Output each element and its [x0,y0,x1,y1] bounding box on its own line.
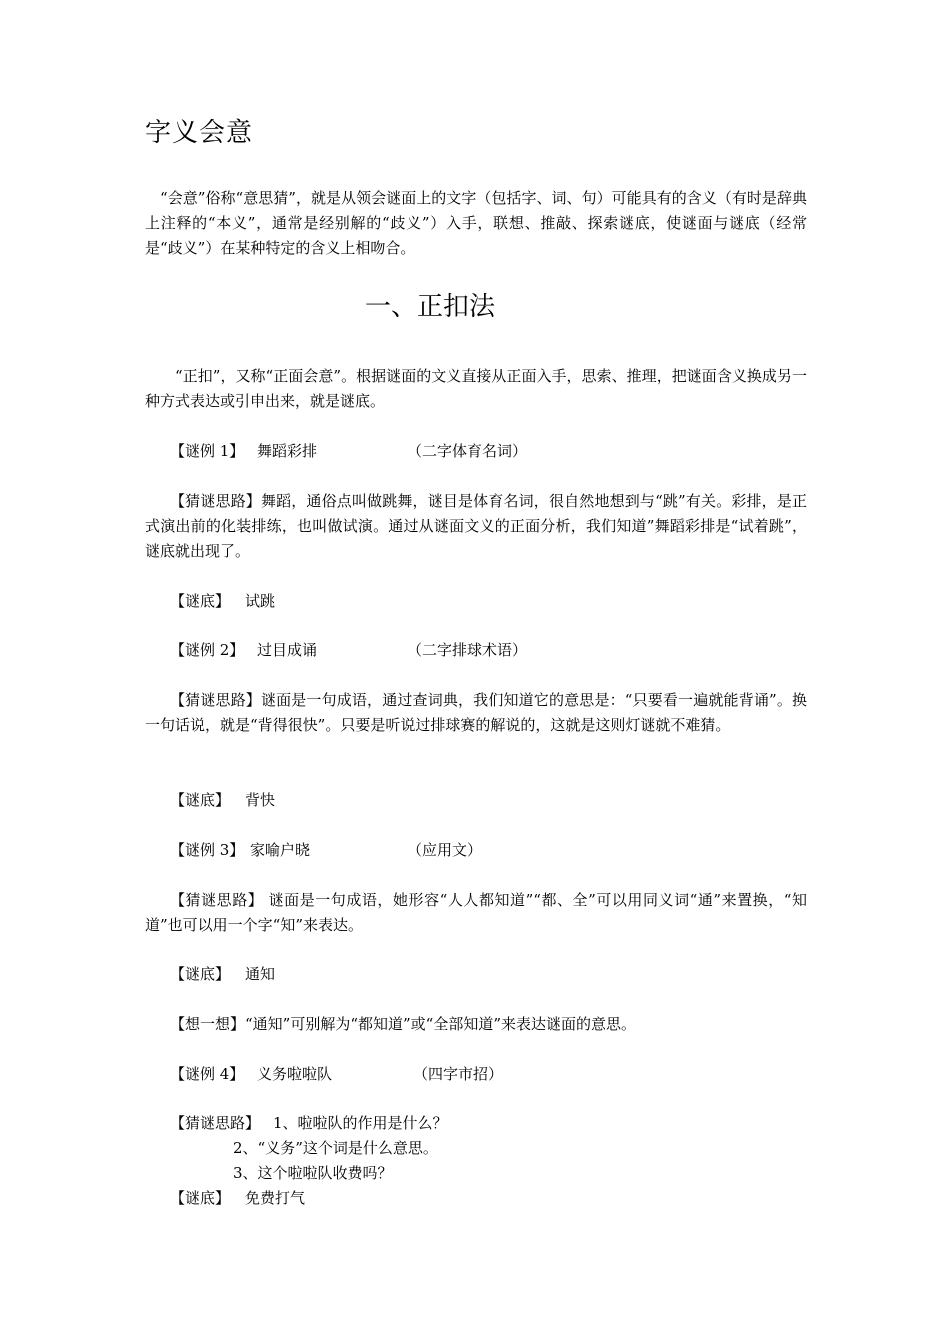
example4-step-3: 3、这个啦啦队收费吗？ [233,1164,393,1182]
example1-hint: （二字体育名词） [407,442,528,460]
page-title: 字义会意 [145,118,254,148]
example2-label: 【谜例 2】 [170,641,245,659]
example3-riddle: 家喻户晓 [250,841,311,859]
example4-answer: 免费打气 [245,1189,306,1207]
section-intro-paragraph: “正扣”，又称“正面会意”。根据谜面的文义直接从正面入手，思索、推理，把谜面含义换成另一种方式表达或引申出来，就是谜底。 [145,367,807,410]
example1-label: 【谜例 1】 [170,442,245,460]
intro-paragraph: “会意”俗称“意思猜”，就是从领会谜面上的文字（包括字、词、句）可能具有的含义（有时是辞典上注释的“本义”，通常是经别解的“歧义”）入手，联想、推敲、探索谜底，使谜面与谜底（经常是“歧义”）在某种特定的含义上相吻合。 [145,189,807,257]
example4-step-1: 1、啦啦队的作用是什么？ [273,1114,448,1132]
example4-hint: （四字市招） [413,1065,504,1083]
section-heading: 一、正扣法 [364,292,495,322]
example4-answer-label: 【谜底】 [170,1189,231,1207]
example4-riddle: 义务啦啦队 [257,1065,333,1083]
example4-analysis-label: 【猜谜思路】 [170,1114,261,1132]
example4-label: 【谜例 4】 [170,1065,245,1083]
example3-answer-label: 【谜底】 [170,965,231,983]
example3-hint: （应用文） [407,841,483,859]
example4-step-2: 2、“义务”这个词是什么意思。 [233,1139,438,1157]
example1-analysis: 【猜谜思路】舞蹈，通俗点叫做跳舞，谜目是体育名词，很自然地想到与“跳”有关。彩排，是正式演出前的化装排练，也叫做试演。通过从谜面文义的正面分析，我们知道”舞蹈彩排是“试着跳”，谜底就出现了。 [145,492,807,560]
example3-label: 【谜例 3】 [170,841,245,859]
example1-answer-label: 【谜底】 [170,592,231,610]
example1-answer: 试跳 [245,592,276,610]
example2-answer-label: 【谜底】 [170,791,231,809]
example3-think: 【想一想】“通知”可别解为“都知道”或“全部知道”来表达谜面的意思。 [170,1015,637,1033]
example2-answer: 背快 [245,791,276,809]
example1-riddle: 舞蹈彩排 [257,442,318,460]
example3-answer: 通知 [245,965,276,983]
example3-analysis: 【猜谜思路】 谜面是一句成语，她形容“人人都知道”“都、全”可以用同义词“通”来置换，“知道”也可以用一个字“知”来表达。 [145,891,807,934]
example2-riddle: 过目成诵 [257,641,318,659]
example2-hint: （二字排球术语） [407,641,528,659]
example2-analysis: 【猜谜思路】谜面是一句成语，通过查词典，我们知道它的意思是：“只要看一遍就能背诵”。换一句话说，就是“背得很快”。只要是听说过排球赛的解说的，这就是这则灯谜就不难猜。 [145,691,807,734]
